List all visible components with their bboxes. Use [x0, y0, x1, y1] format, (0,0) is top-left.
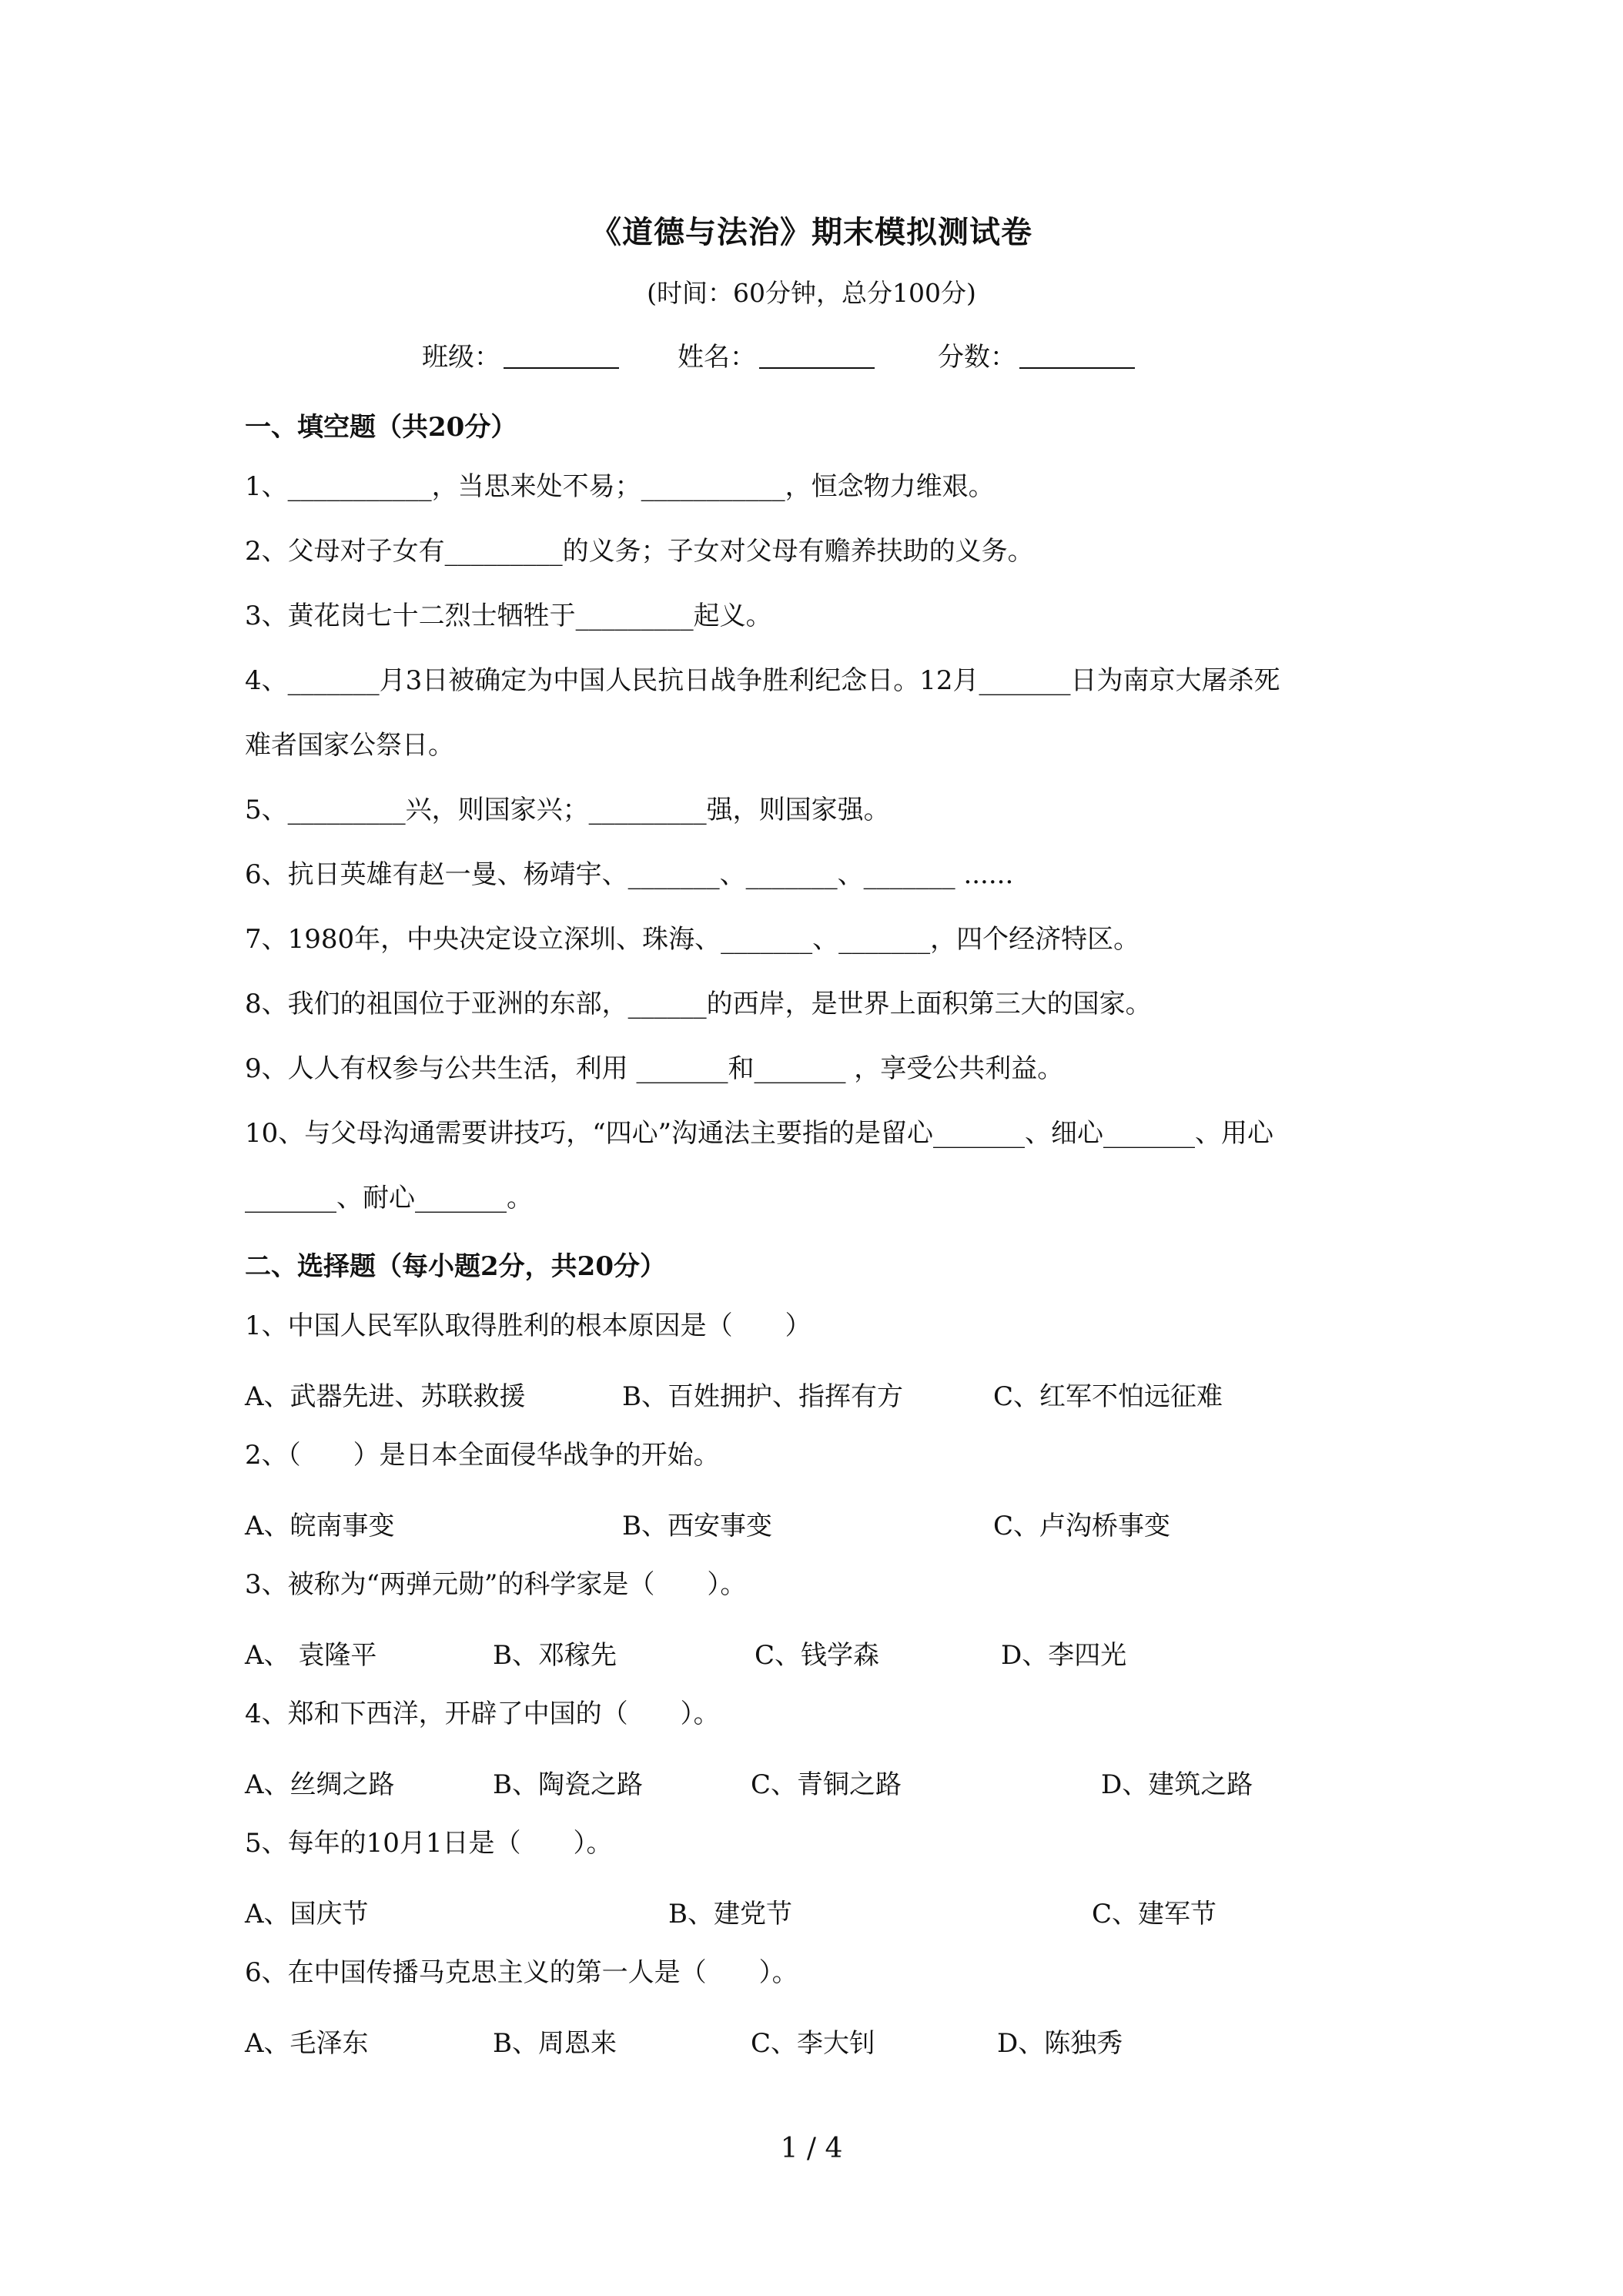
page-number: 1 / 4 [780, 2133, 843, 2164]
page-title: 《道德与法治》期末模拟测试卷 [591, 214, 1032, 250]
fill-question-8: 8、我们的祖国位于亚洲的东部，______的西岸，是世界上面积第三大的国家。 [245, 989, 1152, 1019]
class-label: 班级： [422, 342, 500, 373]
fill-question-10-cont: _______、耐心_______。 [245, 1183, 533, 1213]
choice-4-option-a[interactable]: A、丝绸之路 [245, 1769, 395, 1800]
choice-question-1: 1、中国人民军队取得胜利的根本原因是（ ） [245, 1310, 812, 1341]
choice-3-option-a[interactable]: A、 袁隆平 [245, 1640, 377, 1671]
choice-question-4: 4、郑和下西洋，开辟了中国的（ ）。 [245, 1699, 720, 1729]
fill-question-9: 9、人人有权参与公共生活，利用 _______和_______ ，享受公共利益。 [245, 1053, 1064, 1084]
choice-4-option-c[interactable]: C、青铜之路 [751, 1769, 902, 1800]
choice-4-option-b[interactable]: B、陶瓷之路 [493, 1769, 643, 1800]
name-label: 姓名： [678, 342, 756, 373]
score-label: 分数： [938, 342, 1016, 373]
choice-5-option-b[interactable]: B、建党节 [668, 1899, 792, 1930]
choice-2-option-a[interactable]: A、皖南事变 [245, 1511, 395, 1541]
choice-2-option-c[interactable]: C、卢沟桥事变 [993, 1511, 1171, 1541]
fill-question-1: 1、___________，当思来处不易；___________，恒念物力维艰。 [245, 471, 995, 502]
fill-question-2: 2、父母对子女有_________的义务；子女对父母有赡养扶助的义务。 [245, 536, 1034, 567]
section2-heading: 二、选择题（每小题2分，共20分） [245, 1251, 666, 1282]
choice-1-option-c[interactable]: C、红军不怕远征难 [993, 1381, 1223, 1412]
choice-6-option-a[interactable]: A、毛泽东 [245, 2028, 369, 2059]
name-field [678, 336, 875, 373]
score-blank[interactable] [1019, 344, 1135, 369]
fill-question-4-cont: 难者国家公祭日。 [245, 730, 454, 761]
choice-6-option-c[interactable]: C、李大钊 [751, 2028, 876, 2059]
fill-question-5: 5、_________兴，则国家兴；_________强，则国家强。 [245, 795, 890, 825]
choice-1-option-b[interactable]: B、百姓拥护、指挥有方 [622, 1381, 903, 1412]
choice-question-6: 6、在中国传播马克思主义的第一人是（ ）。 [245, 1957, 798, 1988]
fill-question-10: 10、与父母沟通需要讲技巧，“四心”沟通法主要指的是留心_______、细心_______、用心 [245, 1118, 1274, 1149]
section1-heading: 一、填空题（共20分） [245, 412, 517, 443]
choice-5-option-a[interactable]: A、国庆节 [245, 1899, 369, 1930]
exam-subtitle: (时间：60分钟，总分100分) [647, 278, 976, 308]
class-blank[interactable] [504, 344, 619, 369]
choice-3-option-d[interactable]: D、李四光 [1001, 1640, 1127, 1671]
choice-question-2: 2、（ ）是日本全面侵华战争的开始。 [245, 1440, 720, 1471]
choice-question-5: 5、每年的10月1日是（ ）。 [245, 1828, 613, 1859]
fill-question-6: 6、抗日英雄有赵一曼、杨靖宇、_______、_______、_______ ...... [245, 859, 1014, 890]
choice-4-option-d[interactable]: D、建筑之路 [1101, 1769, 1253, 1800]
choice-1-option-a[interactable]: A、武器先进、苏联救援 [245, 1381, 526, 1412]
choice-3-option-b[interactable]: B、邓稼先 [493, 1640, 617, 1671]
choice-5-option-c[interactable]: C、建军节 [1092, 1899, 1217, 1930]
choice-question-3: 3、被称为“两弹元勋”的科学家是（ ）。 [245, 1569, 747, 1600]
choice-2-option-b[interactable]: B、西安事变 [622, 1511, 772, 1541]
choice-6-option-d[interactable]: D、陈独秀 [997, 2028, 1123, 2059]
choice-6-option-b[interactable]: B、周恩来 [493, 2028, 617, 2059]
choice-3-option-c[interactable]: C、钱学森 [755, 1640, 880, 1671]
name-blank[interactable] [759, 344, 875, 369]
score-field [938, 336, 1135, 373]
fill-question-3: 3、黄花岗七十二烈士牺牲于_________起义。 [245, 601, 772, 631]
fill-question-7: 7、1980年，中央决定设立深圳、珠海、_______、_______，四个经济特区。 [245, 924, 1140, 955]
class-field [422, 336, 619, 373]
fill-question-4: 4、_______月3日被确定为中国人民抗日战争胜利纪念日。12月_______日为南京大屠杀死 [245, 665, 1280, 696]
